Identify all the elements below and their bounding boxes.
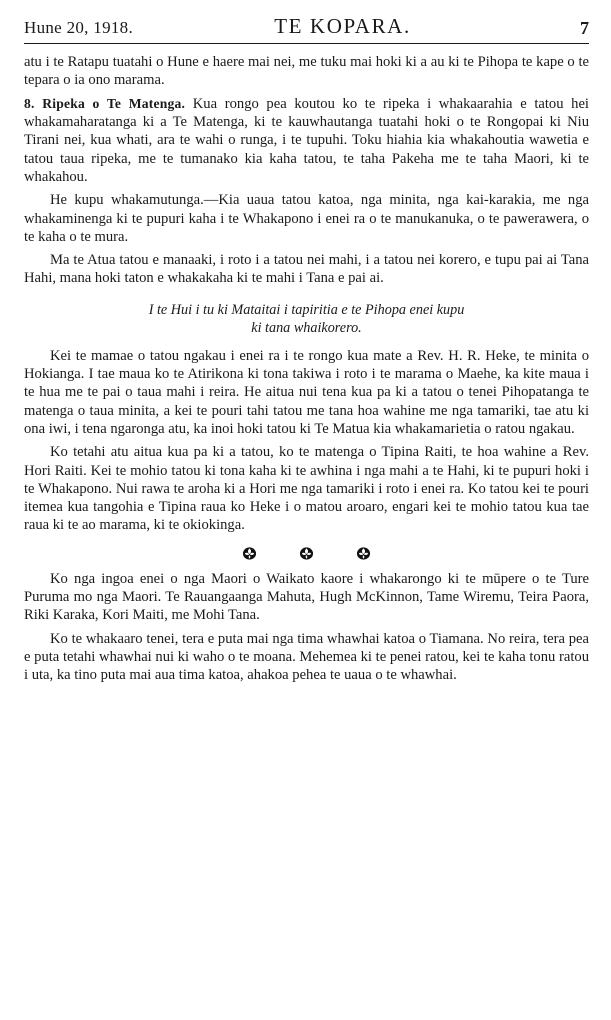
page-number: 7 <box>580 18 589 38</box>
ornament-divider <box>24 546 589 561</box>
paragraph-he-kupu <box>24 191 589 246</box>
paragraph-he-kupu-lead: He kupu whakamutunga.— <box>50 192 219 209</box>
floral-ornament-icon <box>356 546 371 561</box>
paragraph-continuation: atu i te Ratapu tuatahi o Hune e haere mai nei, me tuku mai hoki ki a au ki te Pihopa te kape o te tepara o ia ono marama. <box>24 54 589 89</box>
floral-ornament-icon <box>242 546 257 561</box>
paragraph-ko-nga-ingoa: Ko nga ingoa enei o nga Maori o Waikato kaore i whakarongo ki te mūpere o te Ture Puruma mo nga Maori. Te Rauangaanga Mahuta, Hugh McKinnon, Tame Wiremu, Teira Paora, Riki Karaka, Kori Maiti, me Mohi Tana. <box>24 570 589 624</box>
publication-title: TE KOPARA. <box>274 14 411 38</box>
section-paragraph-ripeka <box>24 95 589 187</box>
paragraph-ko-te-whakaaro: Ko te whakaaro tenei, tera e puta mai nga tima whawhai katoa o Tiamana. No reira, tera pea e puta tetahi whawhai nui ki waho o te moana. Mehemea ki te penei ratou, kei te kaha tonu ratou i uta, ka tino puta mai aua tima katoa, ahakoa pehea te uaua o te whawhai. <box>24 630 589 684</box>
issue-date: Hune 20, 1918. <box>24 18 134 37</box>
section-paragraph-ripeka-text: Kua rongo pea koutou ko te ripeka i whakaarahia e tatou hei whakamaharatanga ki a Te Matenga, ki te kauwhautanga tuatahi hoki o te Rongopai ki Niu Tirani nei, kua whati, ara te wahi o runga, i te tupuhi. Toku hiahia kia whakahoutia wawetia e tatou taua ripeka, me te tumanako kia kaha tatou, te taha Pakeha me te taha Maori, ki te whakahou. <box>24 95 589 185</box>
floral-ornament-icon <box>299 546 314 561</box>
sub-heading-line-2: ki tana whaikorero. <box>251 320 362 337</box>
paragraph-ko-tetahi: Ko tetahi atu aitua kua pa ki a tatou, ko te matenga o Tipina Raiti, te hoa wahine a Rev. Hori Raiti. Kei te mohio tatou ki tona kaha ki te awhina i nga mahi a te Hahi, ki te pupuri hoki i te Whakapono. Nui rawa te aroha ki a Hori me nga tamariki i roto i enei ra. Ko tatou kei te pouri itemea kua tangohia e Tipina raua ko Heke i o matou aroaro, engari kei te mohio tatou kua tae raua ki te ao marama, ki te okiokinga. <box>24 444 589 534</box>
section-heading-ripeka: 8. Ripeka o Te Matenga. <box>24 95 186 111</box>
paragraph-he-kupu-text: Kia uaua tatou katoa, nga minita, nga kai-karakia, me nga whakaminenga ki te pupuri kaha i te Whakapono i enei ra o te manukanuka, o te pawerawera, o te kaha o te mura. <box>24 192 589 245</box>
sub-heading-line-1: I te Hui i tu ki Mataitai i tapiritia e te Pihopa enei kupu <box>148 301 465 318</box>
paragraph-ma-te-atua: Ma te Atua tatou e manaaki, i roto i a tatou nei mahi, i a tatou nei korero, e tupu pai ai Tana Hahi, mana hoki taton e whakakaha ki te mahi i Tana e pai ai. <box>24 252 589 287</box>
sub-heading <box>24 301 589 338</box>
masthead <box>24 14 589 44</box>
article-body <box>24 53 589 685</box>
paragraph-kei-te-mamae: Kei te mamae o tatou ngakau i enei ra i te rongo kua mate a Rev. H. R. Heke, te minita o Hokianga. I tae maua ko te Atirikona ki tona takiwa i roto i te marama o Maehe, ka kite maua i te hua me te pai o taua mahi i reira. He aitua nui tena kua pa ki a tatou o tenei Pihopatanga te matenga o taua minita, a kei te pouri tahi tatou me tana hoa wahine me nga tamariki, tae atu ki ona iwi, i tena ngaronga atu, ka inoi hoki tatou ki Te Matua kia whakamarietia o ratou ngakau. <box>24 347 589 437</box>
